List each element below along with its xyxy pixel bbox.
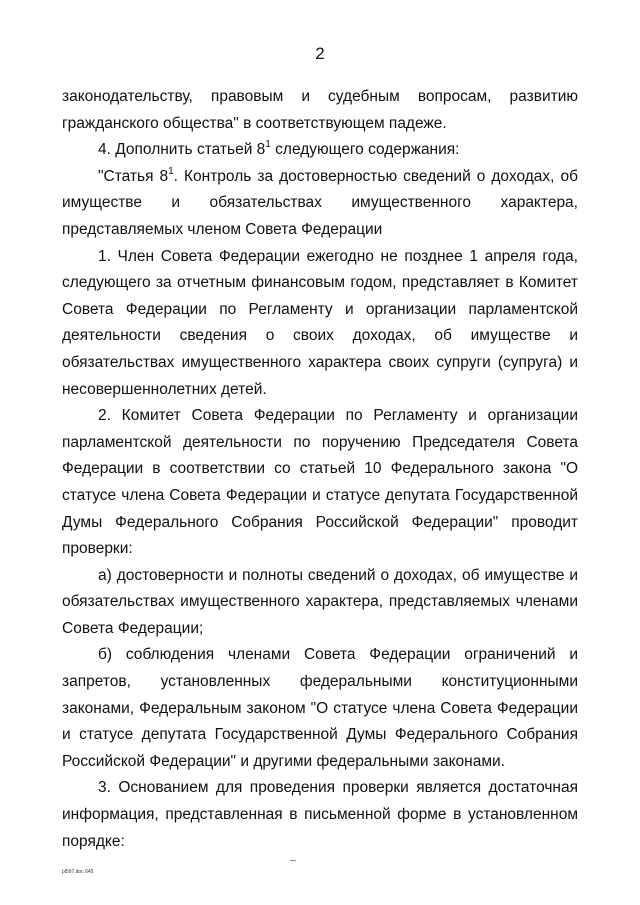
paragraph-continuation xyxy=(62,84,578,137)
paragraph-clause-3: 3. Основанием для проведения проверки является достаточная информация, представленная в письменной форме в установленном порядке: xyxy=(62,779,578,850)
paragraph-clause-2: 2. Комитет Совета Федерации по Регламенту и организации парламентской деятельности по поручению Председателя Совета Федерации в соответствии со статьей 10 Федерального закона "О статусе члена Совета Федерации и статусе депутата Государственной Думы Федерального Собрания Российской Федерации" проводит проверки: xyxy=(62,407,578,558)
footer-mark xyxy=(290,860,296,861)
paragraph-article-title xyxy=(62,164,578,244)
footer-filename: pl597.doc 645 xyxy=(62,869,94,875)
text-line: гражданского общества" в соответствующем падеже. xyxy=(62,114,447,132)
paragraph-subclause-b: б) соблюдения членами Совета Федерации ограничений и запретов, установленных федеральными конституционными законами, Федеральным законом "О статусе члена Совета Федерации и статусе депутата Государственной Думы Федерального Собрания Российской Федерации" и другими федеральными законами. xyxy=(62,646,578,770)
superscript: 1 xyxy=(168,165,174,177)
superscript: 1 xyxy=(265,139,271,151)
text-span: . Контроль за достоверностью сведений о доходах, об имуществе и обязательствах имущественного характера, представляемых членом Совета Федерации xyxy=(62,167,578,238)
text-span: следующего содержания: xyxy=(270,141,460,159)
text-line: законодательству, правовым и судебным вопросам, развитию xyxy=(62,88,578,105)
document-body xyxy=(62,84,578,855)
paragraph-amendment-4 xyxy=(62,137,578,164)
page-number: 2 xyxy=(315,44,325,63)
text-span: 4. Дополнить статьей 8 xyxy=(98,141,266,159)
paragraph-subclause-a: а) достоверности и полноты сведений о доходах, об имуществе и обязательствах имущественного характера, представляемых членами Совета Федерации; xyxy=(62,566,578,637)
text-span: "Статья 8 xyxy=(98,167,169,185)
paragraph-clause-1: 1. Член Совета Федерации ежегодно не позднее 1 апреля года, следующего за отчетным финансовым годом, представляет в Комитет Совета Федерации по Регламенту и организации парламентской деятельности сведения о своих доходах, об имуществе и обязательствах имущественного характера своих супруги (супруга) и несовершеннолетних детей. xyxy=(62,247,578,398)
